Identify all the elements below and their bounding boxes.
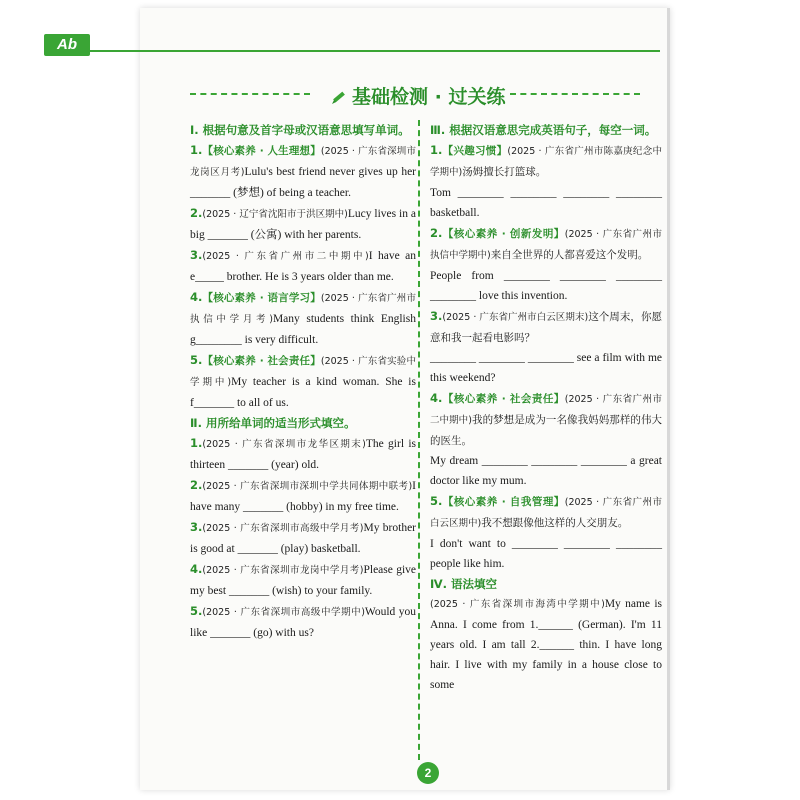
list-item [190, 350, 416, 413]
item-english: ________ ________ ________ see a film with me this weekend? [430, 352, 662, 384]
item-text: Please give my best _______ (wish) to your family. [190, 564, 416, 597]
item-tag: 【核心素养 · 人生理想】 [202, 145, 321, 157]
item-chinese: 我的梦想是成为一名像我妈妈那样的伟大的医生。 [430, 414, 663, 447]
item-source: (2025 · 广东省深圳市深圳中学共同体期中联考) [202, 481, 413, 492]
section-title [330, 82, 505, 109]
list-item [190, 245, 416, 287]
item-source: (2025 · 广东省深圳市高级中学月考) [202, 523, 364, 534]
item-english: I don't want to ________ ________ ________ people like him. [430, 538, 662, 570]
item-tag: 【核心素养 · 自我管理】 [442, 496, 565, 508]
right-column [430, 120, 662, 695]
part2-heading: Ⅱ. 用所给单词的适当形式填空。 [190, 416, 356, 430]
item-tag: 【核心素养 · 社会责任】 [202, 355, 321, 367]
item-number: 3. [430, 309, 443, 323]
part1-heading: Ⅰ. 根据句意及首字母或汉语意思填写单词。 [190, 123, 410, 137]
list-item [430, 388, 662, 491]
list-item [190, 601, 416, 643]
logo-badge: Ab [44, 34, 90, 56]
item-chinese: 汤姆擅长打篮球。 [462, 166, 547, 178]
grammar-passage [430, 594, 662, 695]
item-chinese: 来自全世界的人都喜爱这个发明。 [490, 249, 649, 261]
item-number: 2. [190, 206, 203, 220]
item-text: Lucy lives in a big _______ (公寓) with her parents. [190, 208, 416, 241]
header-rule [90, 50, 660, 52]
list-item [190, 559, 416, 601]
item-source: (2025 · 广东省广州市执信中学月考) [190, 293, 416, 325]
item-text: Would you like _______ (go) with us? [190, 606, 416, 639]
item-number: 3. [190, 248, 203, 262]
item-text: My teacher is a kind woman. She is f_______ to all of us. [190, 376, 416, 409]
item-source: (2025 · 广东省实验中学期中) [190, 356, 416, 388]
item-source: (2025 · 广东省广州市执信中学期中) [430, 229, 662, 261]
item-number: 4. [430, 391, 443, 405]
item-source: (2025 · 广东省广州市陈嘉庚纪念中学期中) [430, 146, 663, 178]
item-number: 4. [190, 562, 203, 576]
part4-heading: Ⅳ. 语法填空 [430, 577, 498, 591]
item-number: 4. [190, 290, 203, 304]
section-title-text: 基础检测 · 过关练 [352, 86, 506, 108]
item-text: I have an e_____ brother. He is 3 years older than me. [190, 250, 416, 283]
list-item [190, 140, 416, 203]
item-chinese: 我不想跟像他这样的人交朋友。 [481, 517, 629, 529]
list-item [430, 491, 662, 574]
item-source: (2025 · 广东省广州市二中期中) [202, 251, 369, 262]
item-number: 3. [190, 520, 203, 534]
passage-source: (2025 · 广东省深圳市海湾中学期中) [430, 599, 605, 610]
item-tag: 【核心素养 · 社会责任】 [442, 393, 565, 405]
item-number: 5. [430, 494, 443, 508]
item-tag: 【核心素养 · 语言学习】 [202, 292, 321, 304]
item-number: 1. [430, 143, 443, 157]
item-text: Many students think English g________ is very difficult. [190, 313, 416, 346]
item-english: People from ________ ________ ________ ________ love this invention. [430, 270, 662, 302]
part3-heading: Ⅲ. 根据汉语意思完成英语句子，每空一词。 [430, 123, 657, 137]
item-text: The girl is thirteen _______ (year) old. [190, 438, 416, 471]
item-source: (2025 · 辽宁省沈阳市于洪区期中) [202, 209, 348, 220]
section-banner [190, 80, 620, 108]
list-item [190, 475, 416, 517]
item-chinese: 这个周末，你愿意和我一起看电影吗？ [430, 311, 662, 344]
page-number: 2 [417, 762, 439, 784]
list-item [430, 223, 662, 306]
item-number: 5. [190, 353, 203, 367]
passage-text: My name is Anna. I come from 1.______ (German). I'm 11 years old. I am tall 2.______ thin. I have long hair. I live with my family in a house close to some [430, 598, 662, 691]
banner-dash-left [190, 93, 310, 97]
item-source: (2025 · 广东省深圳市高级中学期中) [202, 607, 365, 618]
list-item [190, 433, 416, 475]
item-source: (2025 · 广东省深圳市龙岗区月考) [190, 146, 416, 178]
item-text: Lulu's best friend never gives up her _______ (梦想) of being a teacher. [190, 166, 416, 199]
item-english: My dream ________ ________ ________ a great doctor like my mum. [430, 455, 662, 487]
item-source: (2025 · 广东省广州市白云区期中) [430, 497, 662, 529]
list-item [190, 287, 416, 350]
item-number: 2. [190, 478, 203, 492]
list-item [430, 306, 662, 388]
item-source: (2025 · 广东省深圳市龙华区期末) [202, 439, 366, 450]
item-english: Tom ________ ________ ________ ________ basketball. [430, 187, 662, 219]
item-number: 2. [430, 226, 443, 240]
item-number: 5. [190, 604, 203, 618]
item-source: (2025 · 广东省广州市白云区期末) [442, 312, 589, 323]
left-column [190, 120, 416, 643]
item-number: 1. [190, 436, 203, 450]
item-source: (2025 · 广东省广州市二中期中) [430, 394, 662, 426]
item-number: 1. [190, 143, 203, 157]
item-text: I have many _______ (hobby) in my free time. [190, 480, 416, 513]
list-item [430, 140, 662, 223]
item-text: My brother is good at _______ (play) basketball. [190, 522, 417, 555]
list-item [190, 203, 416, 245]
list-item [190, 517, 416, 559]
pencil-icon [330, 88, 348, 106]
banner-dash-right [510, 93, 640, 97]
column-divider [418, 120, 420, 760]
item-tag: 【兴趣习惯】 [442, 145, 508, 157]
item-source: (2025 · 广东省深圳市龙岗中学月考) [202, 565, 364, 576]
item-tag: 【核心素养 · 创新发明】 [442, 228, 565, 240]
